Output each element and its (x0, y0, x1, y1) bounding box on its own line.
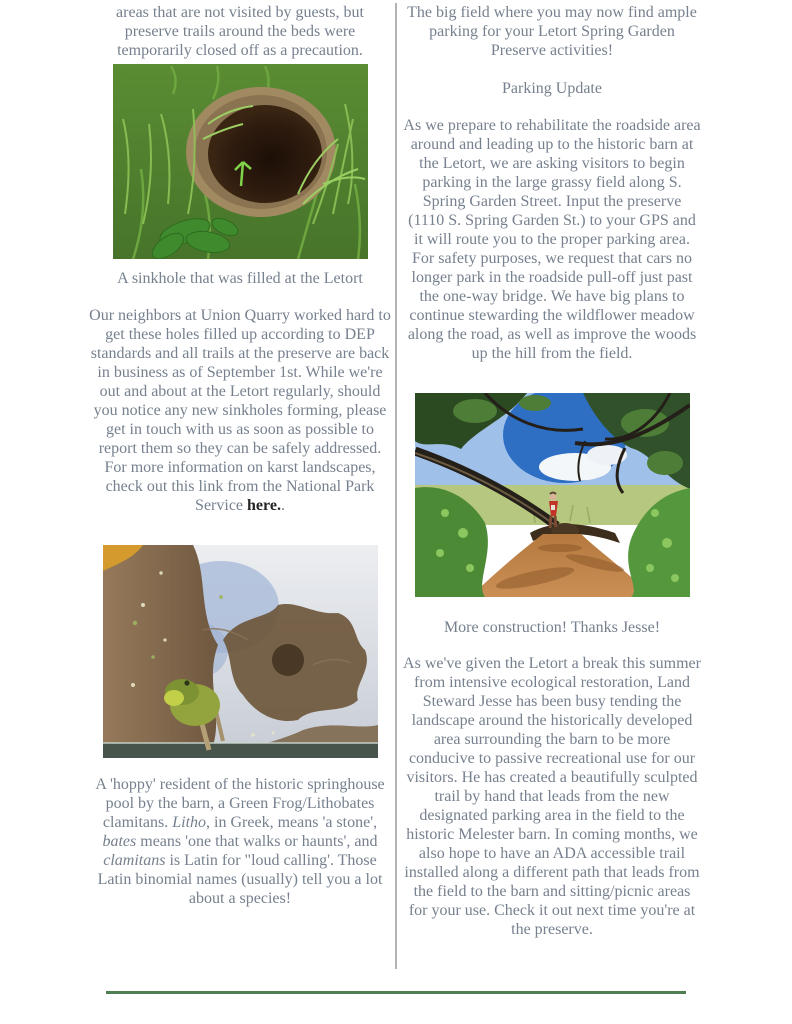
right-intro-text: The big field where you may now find ample parking for your Letort Spring Garden Preserve activities! (407, 4, 697, 59)
parking-update-heading: Parking Update (502, 80, 602, 97)
frog-caption: A 'hoppy' resident of the historic springhouse pool by the barn, a Green Frog/Lithobates clamitans. Litho, in Greek, means 'a stone', bates means 'one that walks or haunts', and clamitans is Latin for "loud calling'. Those Latin binomial names (usually) tell you a lot about a species! (95, 776, 385, 907)
right-column (397, 3, 707, 939)
bottom-rule (106, 991, 686, 994)
sinkhole-caption: A sinkhole that was filled at the Letort (117, 270, 363, 287)
parking-paragraph: As we prepare to rehabilitate the roadside area around and leading up to the historic barn at the Letort, we are asking visitors to begin parking in the large grassy field along S. Spring Garden Street. Input the preserve (1110 S. Spring Garden St.) to your GPS and it will route you to the proper parking area. For safety purposes, we request that cars no longer park in the roadside pull-off just past the one-way bridge. We have big plans to continue stewarding the wildflower meadow along the road, as well as improve the woods up the hill from the field. (403, 117, 701, 362)
left-column (85, 3, 395, 908)
construction-paragraph: As we've given the Letort a break this summer from intensive ecological restoration, Land Steward Jesse has been busy tending the landscape around the historically developed area surrounding the barn to be more conducive to passive recreational use for our visitors. He has created a beautifully sculpted trail by hand that leads from the new designated parking area in the field to the historic Melester barn. In coming months, we also hope to have an ADA accessible trail installed along a different path that leads from the field to the barn and sitting/picnic areas for your use. Check it out next time you're at the preserve. (403, 655, 701, 938)
newsletter-page (85, 0, 707, 994)
sinkhole-photo (113, 64, 368, 259)
trail-photo (415, 393, 690, 597)
left-intro-text: areas that are not visited by guests, but preserve trails around the beds were temporarily closed off as a precaution. (116, 4, 364, 59)
frog-photo (103, 545, 378, 758)
trail-caption: More construction! Thanks Jesse! (443, 619, 661, 636)
nps-karst-link[interactable]: here. (247, 497, 281, 514)
sinkhole-paragraph: Our neighbors at Union Quarry worked hard to get these holes filled up according to DEP standards and all trails at the preserve are back in business as of September 1st. While we're out and about at the Letort regularly, should you notice any new sinkholes forming, please get in touch with us as soon as possible to report them so they can be safely addressed. For more information on karst landscapes, check out this link from the National Park Service here.. (89, 307, 391, 514)
